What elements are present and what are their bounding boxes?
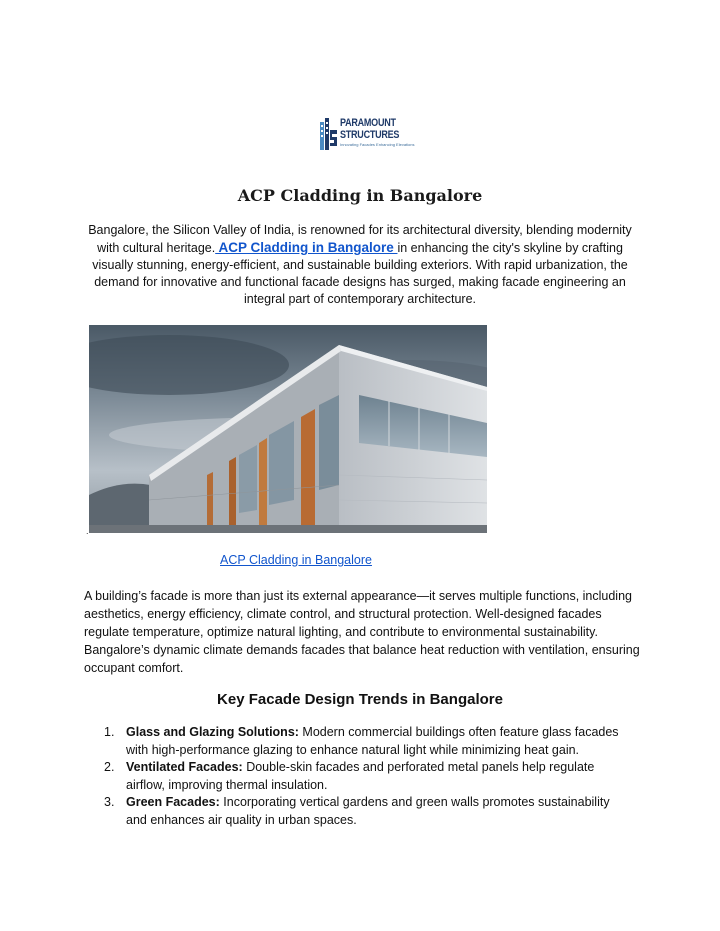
paramount-structures-logo xyxy=(318,114,415,156)
caption-link[interactable]: ACP Cladding in Bangalore xyxy=(220,553,372,567)
image-caption xyxy=(0,553,592,567)
list-item-text: Incorporating vertical gardens and green walls promotes sustainability and enhances air quality in urban spaces. xyxy=(126,795,610,827)
list-item-text: Double-skin facades and perforated metal panels help regulate airflow, improving thermal insulation. xyxy=(126,760,595,792)
building-logo-icon xyxy=(318,116,340,152)
list-item xyxy=(104,759,632,794)
list-item-title: Green Facades: xyxy=(126,795,220,809)
list-number: 2. xyxy=(104,760,115,774)
intro-text-after: in enhancing the city's skyline by crafting visually stunning, energy-efficient, and sustainable building exteriors. With rapid urbanization, the demand for innovative and functional facade designs has surged, making facade engineering an integral part of contemporary architecture. xyxy=(92,241,628,306)
list-item-title: Glass and Glazing Solutions: xyxy=(126,725,299,739)
facade-paragraph: A building’s facade is more than just its external appearance—it serves multiple functions, including aesthetics, energy efficiency, climate control, and structural protection. Well-designed facades regulate temperature, optimize natural lighting, and contribute to environmental sustainability. Bangalore’s dynamic climate demands facades that balance heat reduction with ventilation, ensuring occupant comfort. xyxy=(84,589,640,675)
section-heading: Key Facade Design Trends in Bangalore xyxy=(217,691,503,708)
list-item xyxy=(104,794,632,829)
list-item-text: Modern commercial buildings often feature glass facades with high-performance glazing to enhance natural light while minimizing heat gain. xyxy=(126,725,619,757)
building-facade-image xyxy=(89,325,487,533)
list-number: 3. xyxy=(104,795,115,809)
logo-line-1: PARAMOUNT xyxy=(340,117,396,129)
intro-text-before: Bangalore, the Silicon Valley of India, is renowned for its architectural diversity, blending modernity with cultural heritage. xyxy=(88,223,632,255)
list-item xyxy=(104,724,632,759)
list-item-title: Ventilated Facades: xyxy=(126,760,243,774)
logo-wordmark xyxy=(340,117,415,148)
logo-line-2: STRUCTURES xyxy=(340,129,400,141)
list-number: 1. xyxy=(104,725,115,739)
intro-paragraph xyxy=(84,222,636,308)
acp-cladding-link[interactable]: ACP Cladding in Bangalore xyxy=(215,240,398,255)
trends-list xyxy=(104,724,632,829)
image-marker: . xyxy=(86,526,89,536)
logo-tagline: Innovating Facades Enhancing Elevations xyxy=(340,142,415,147)
page-title: ACP Cladding in Bangalore xyxy=(237,186,483,205)
